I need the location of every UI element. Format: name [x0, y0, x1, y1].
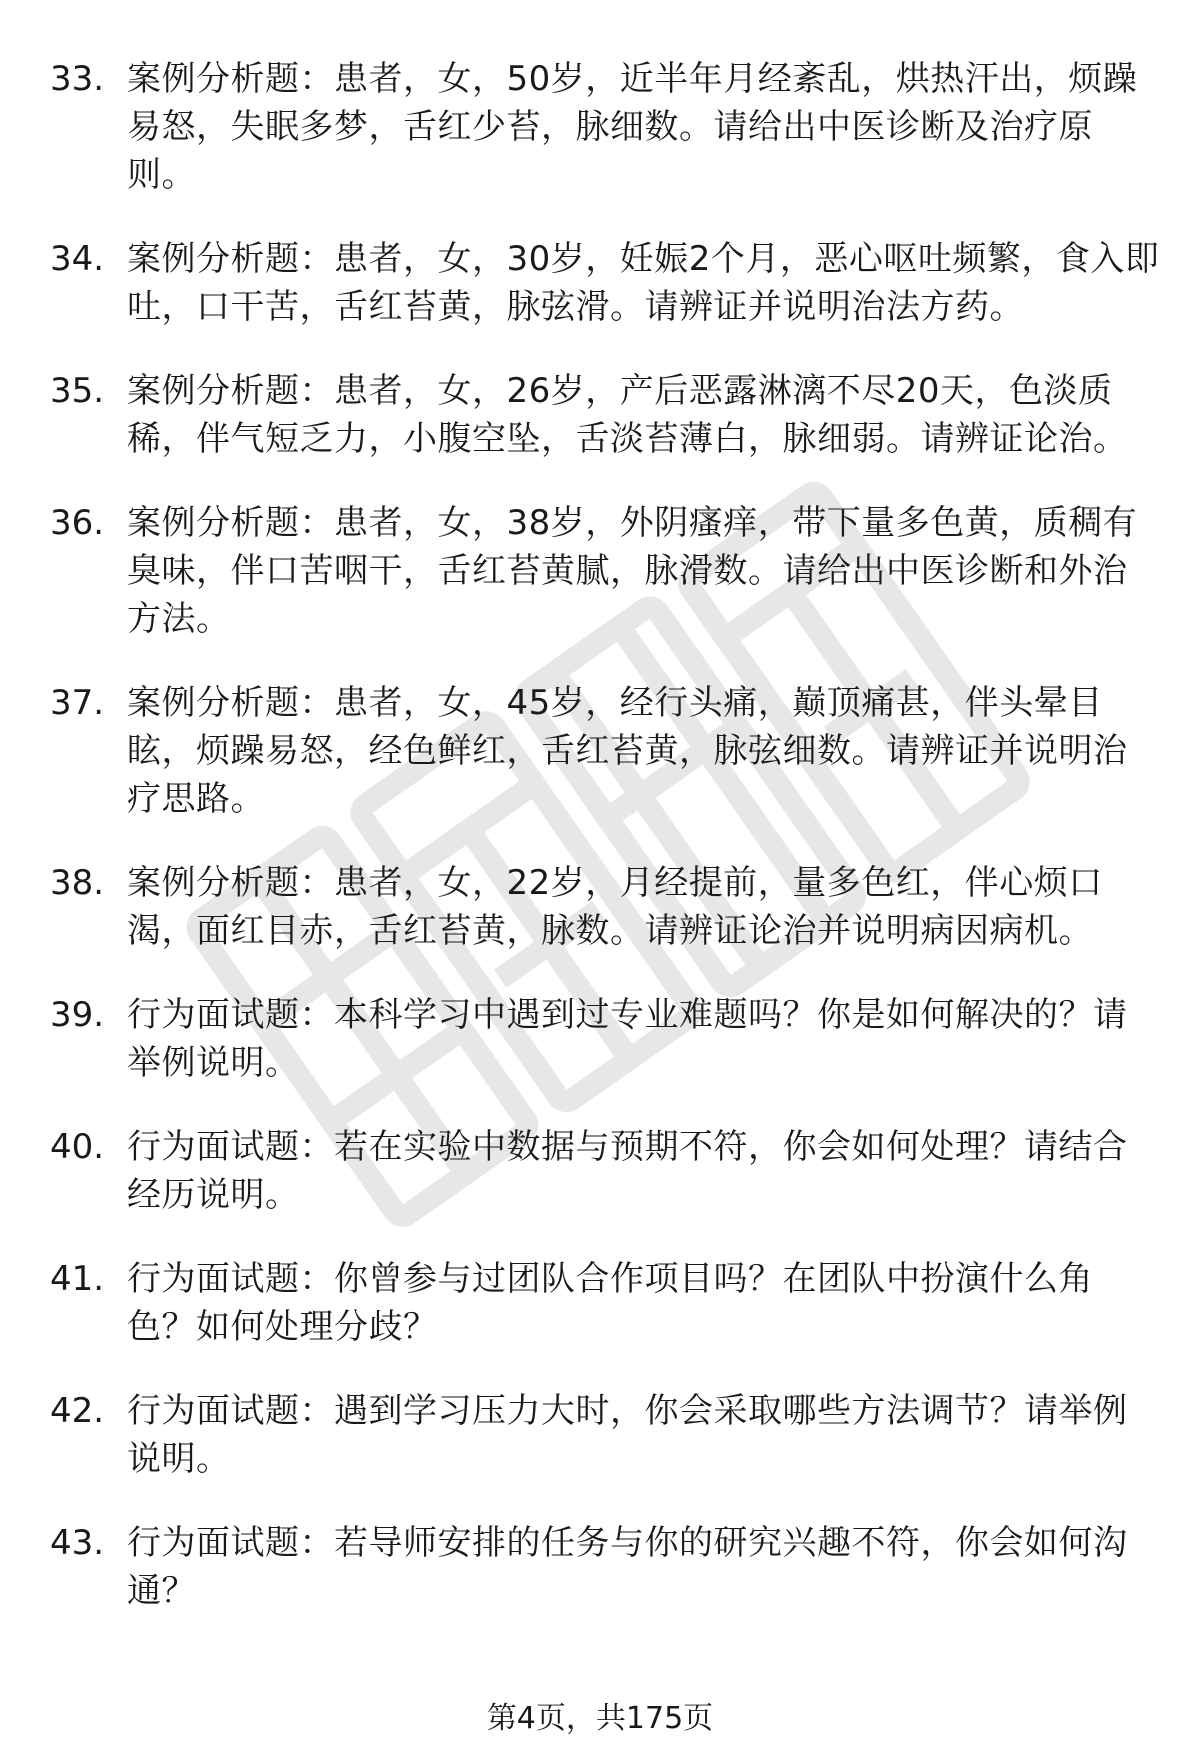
question-number: 41.: [50, 1259, 105, 1299]
question-item: [50, 679, 1160, 823]
question-item: [50, 367, 1160, 463]
question-item: [50, 235, 1160, 331]
question-item: [50, 1255, 1160, 1351]
question-number: 33.: [50, 59, 105, 99]
question-text: 案例分析题：患者，女，26岁，产后恶露淋漓不尽20天，色淡质稀，伴气短乏力，小腹空坠，舌淡苔薄白，脉细弱。请辨证论治。: [127, 371, 1128, 459]
question-text: 案例分析题：患者，女，38岁，外阴瘙痒，带下量多色黄，质稠有臭味，伴口苦咽干，舌红苔黄腻，脉滑数。请给出中医诊断和外治方法。: [127, 503, 1138, 639]
question-number: 34.: [50, 239, 105, 279]
question-item: [50, 1387, 1160, 1483]
question-text: 行为面试题：本科学习中遇到过专业难题吗？你是如何解决的？请举例说明。: [127, 995, 1128, 1083]
question-item: [50, 859, 1160, 955]
question-item: [50, 1519, 1160, 1615]
page-number-label: 第4页，共175页: [486, 1701, 714, 1736]
question-text: 行为面试题：遇到学习压力大时，你会采取哪些方法调节？请举例说明。: [127, 1391, 1128, 1479]
question-number: 40.: [50, 1127, 105, 1167]
question-text: 案例分析题：患者，女，50岁，近半年月经紊乱，烘热汗出，烦躁易怒，失眠多梦，舌红少苔，脉细数。请给出中医诊断及治疗原则。: [127, 59, 1138, 195]
question-item: [50, 499, 1160, 643]
question-item: [50, 55, 1160, 199]
question-number: 43.: [50, 1523, 105, 1563]
question-number: 42.: [50, 1391, 105, 1431]
question-text: 行为面试题：你曾参与过团队合作项目吗？在团队中扮演什么角色？如何处理分歧？: [127, 1259, 1093, 1347]
question-text: 案例分析题：患者，女，30岁，妊娠2个月，恶心呕吐频繁，食入即吐，口干苦，舌红苔黄，脉弦滑。请辨证并说明治法方药。: [127, 239, 1160, 327]
question-text: 行为面试题：若导师安排的任务与你的研究兴趣不符，你会如何沟通？: [127, 1523, 1128, 1611]
question-text: 案例分析题：患者，女，22岁，月经提前，量多色红，伴心烦口渴，面红目赤，舌红苔黄，脉数。请辨证论治并说明病因病机。: [127, 863, 1103, 951]
question-number: 37.: [50, 683, 105, 723]
question-item: [50, 1123, 1160, 1219]
question-number: 36.: [50, 503, 105, 543]
question-item: [50, 991, 1160, 1087]
page-footer: [0, 1699, 1200, 1739]
question-list: [50, 55, 1160, 1651]
question-text: 案例分析题：患者，女，45岁，经行头痛，巅顶痛甚，伴头晕目眩，烦躁易怒，经色鲜红，舌红苔黄，脉弦细数。请辨证并说明治疗思路。: [127, 683, 1128, 819]
question-number: 35.: [50, 371, 105, 411]
question-number: 38.: [50, 863, 105, 903]
question-text: 行为面试题：若在实验中数据与预期不符，你会如何处理？请结合经历说明。: [127, 1127, 1128, 1215]
question-number: 39.: [50, 995, 105, 1035]
